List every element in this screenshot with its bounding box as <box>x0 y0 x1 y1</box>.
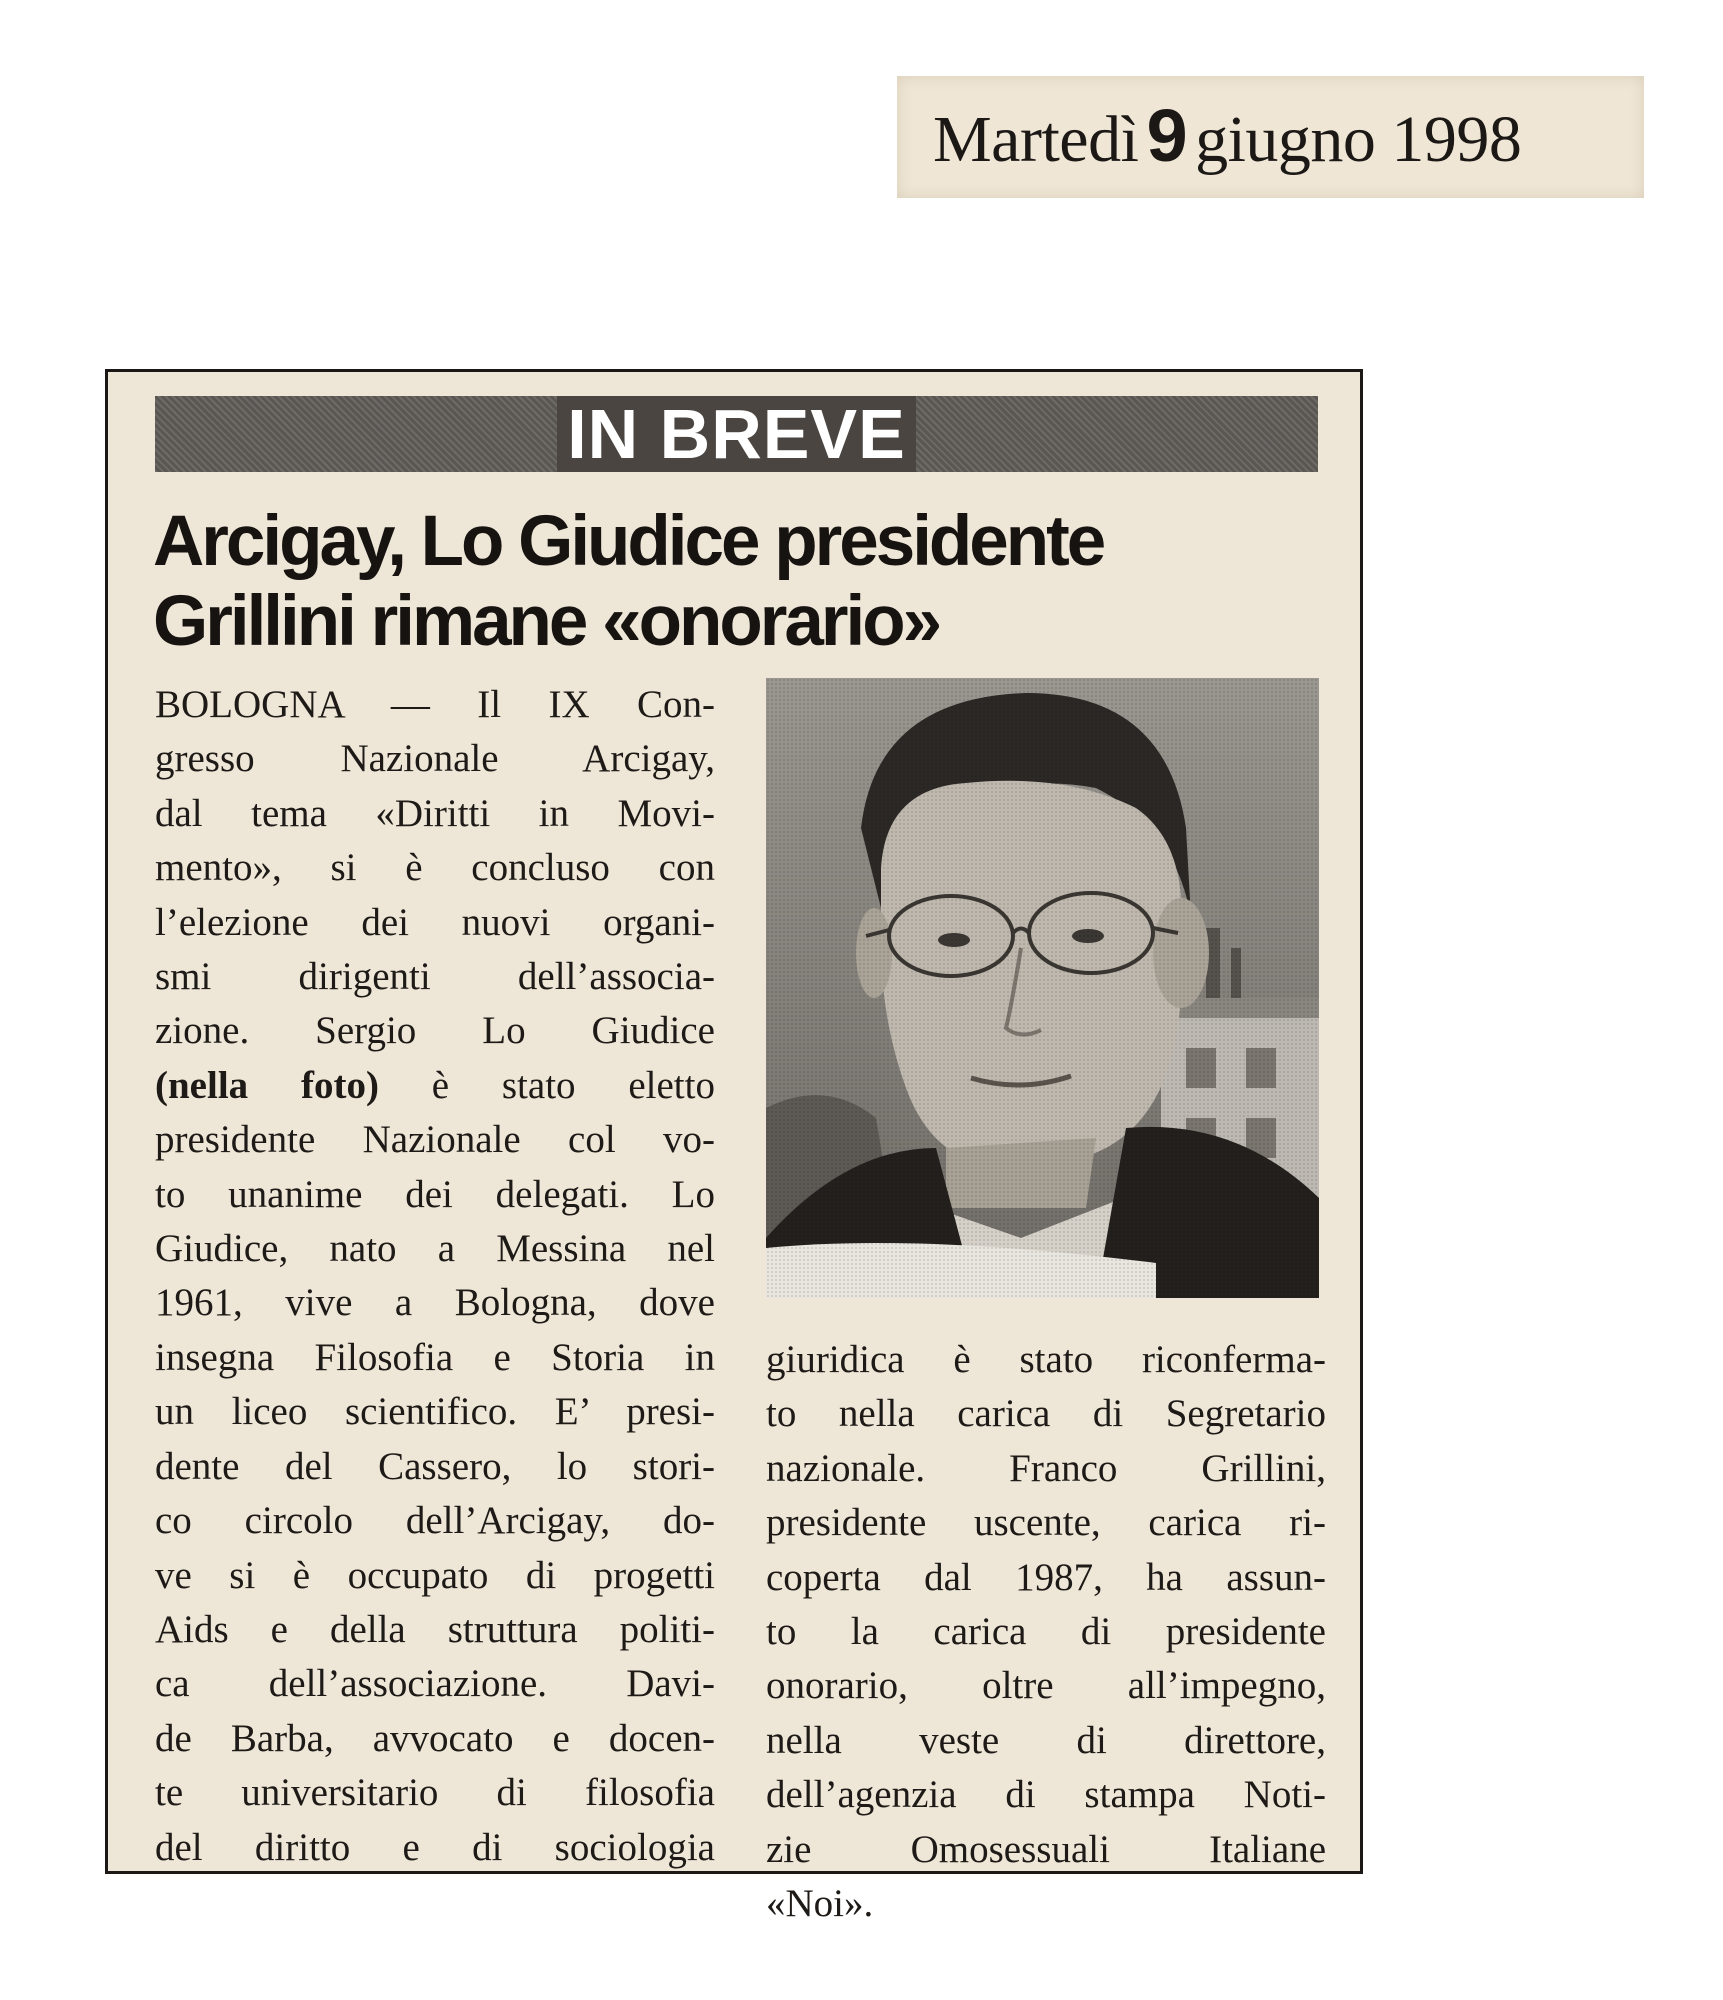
body-line: dal tema «Diritti in Movi- <box>155 791 715 835</box>
body-line: to nella carica di Segretario <box>766 1392 1326 1436</box>
date-month-year: giugno 1998 <box>1195 103 1522 176</box>
body-line: ve si è occupato di progetti <box>155 1553 715 1597</box>
photo-reference: (nella foto) <box>155 1063 379 1107</box>
body-line: presidente Nazionale col vo- <box>155 1118 715 1162</box>
body-line: Aids e della struttura politi- <box>155 1607 715 1651</box>
body-line: to la carica di presidente <box>766 1610 1326 1654</box>
body-line: zie Omosessuali Italiane <box>766 1827 1326 1871</box>
body-line: onorario, oltre all’impegno, <box>766 1664 1326 1708</box>
body-line: l’elezione dei nuovi organi- <box>155 900 715 944</box>
date-clipping <box>897 76 1644 198</box>
body-column-left <box>155 678 715 1875</box>
portrait-photo-icon <box>766 678 1319 1298</box>
body-line: mento», si è concluso con <box>155 846 715 890</box>
headline <box>153 502 1333 662</box>
body-line: nella veste di direttore, <box>766 1718 1326 1762</box>
body-line: dell’agenzia di stampa Noti- <box>766 1773 1326 1817</box>
body-line: presidente uscente, carica ri- <box>766 1501 1326 1545</box>
body-line: giuridica è stato riconferma- <box>766 1338 1326 1381</box>
publication-date <box>933 96 1521 180</box>
body-line: insegna Filosofia e Storia in <box>155 1335 715 1379</box>
body-line: del diritto e di sociologia <box>155 1825 715 1869</box>
body-line: un liceo scientifico. E’ presi- <box>155 1390 715 1434</box>
kicker-bar <box>155 396 1318 472</box>
body-line: 1961, vive a Bologna, dove <box>155 1281 715 1325</box>
body-line: gresso Nazionale Arcigay, <box>155 737 715 781</box>
body-line: Giudice, nato a Messina nel <box>155 1227 715 1271</box>
body-line: co circolo dell’Arcigay, do- <box>155 1499 715 1543</box>
date-weekday: Martedì <box>933 103 1139 176</box>
kicker-label: IN BREVE <box>557 396 916 472</box>
article-clipping <box>105 369 1363 1926</box>
body-line: nazionale. Franco Grillini, <box>766 1446 1326 1490</box>
body-line: coperta dal 1987, ha assun- <box>766 1555 1326 1599</box>
body-line: smi dirigenti dell’associa- <box>155 955 715 999</box>
portrait-photo <box>766 678 1319 1298</box>
headline-line-2: Grillini rimane «onorario» <box>153 582 940 661</box>
body-line: (nella foto) è stato eletto <box>155 1063 715 1107</box>
date-day: 9 <box>1146 94 1188 177</box>
body-line: to unanime dei delegati. Lo <box>155 1172 715 1216</box>
body-column-right <box>766 1333 1326 1931</box>
body-line: BOLOGNA — Il IX Con- <box>155 683 715 726</box>
body-line: «Noi». <box>766 1882 874 1926</box>
body-line: zione. Sergio Lo Giudice <box>155 1009 715 1053</box>
body-line: ca dell’associazione. Davi- <box>155 1662 715 1706</box>
body-line: de Barba, avvocato e docen- <box>155 1716 715 1760</box>
headline-line-1: Arcigay, Lo Giudice presidente <box>153 502 1104 581</box>
body-line: dente del Cassero, lo stori- <box>155 1444 715 1488</box>
body-line: te universitario di filosofia <box>155 1771 715 1815</box>
